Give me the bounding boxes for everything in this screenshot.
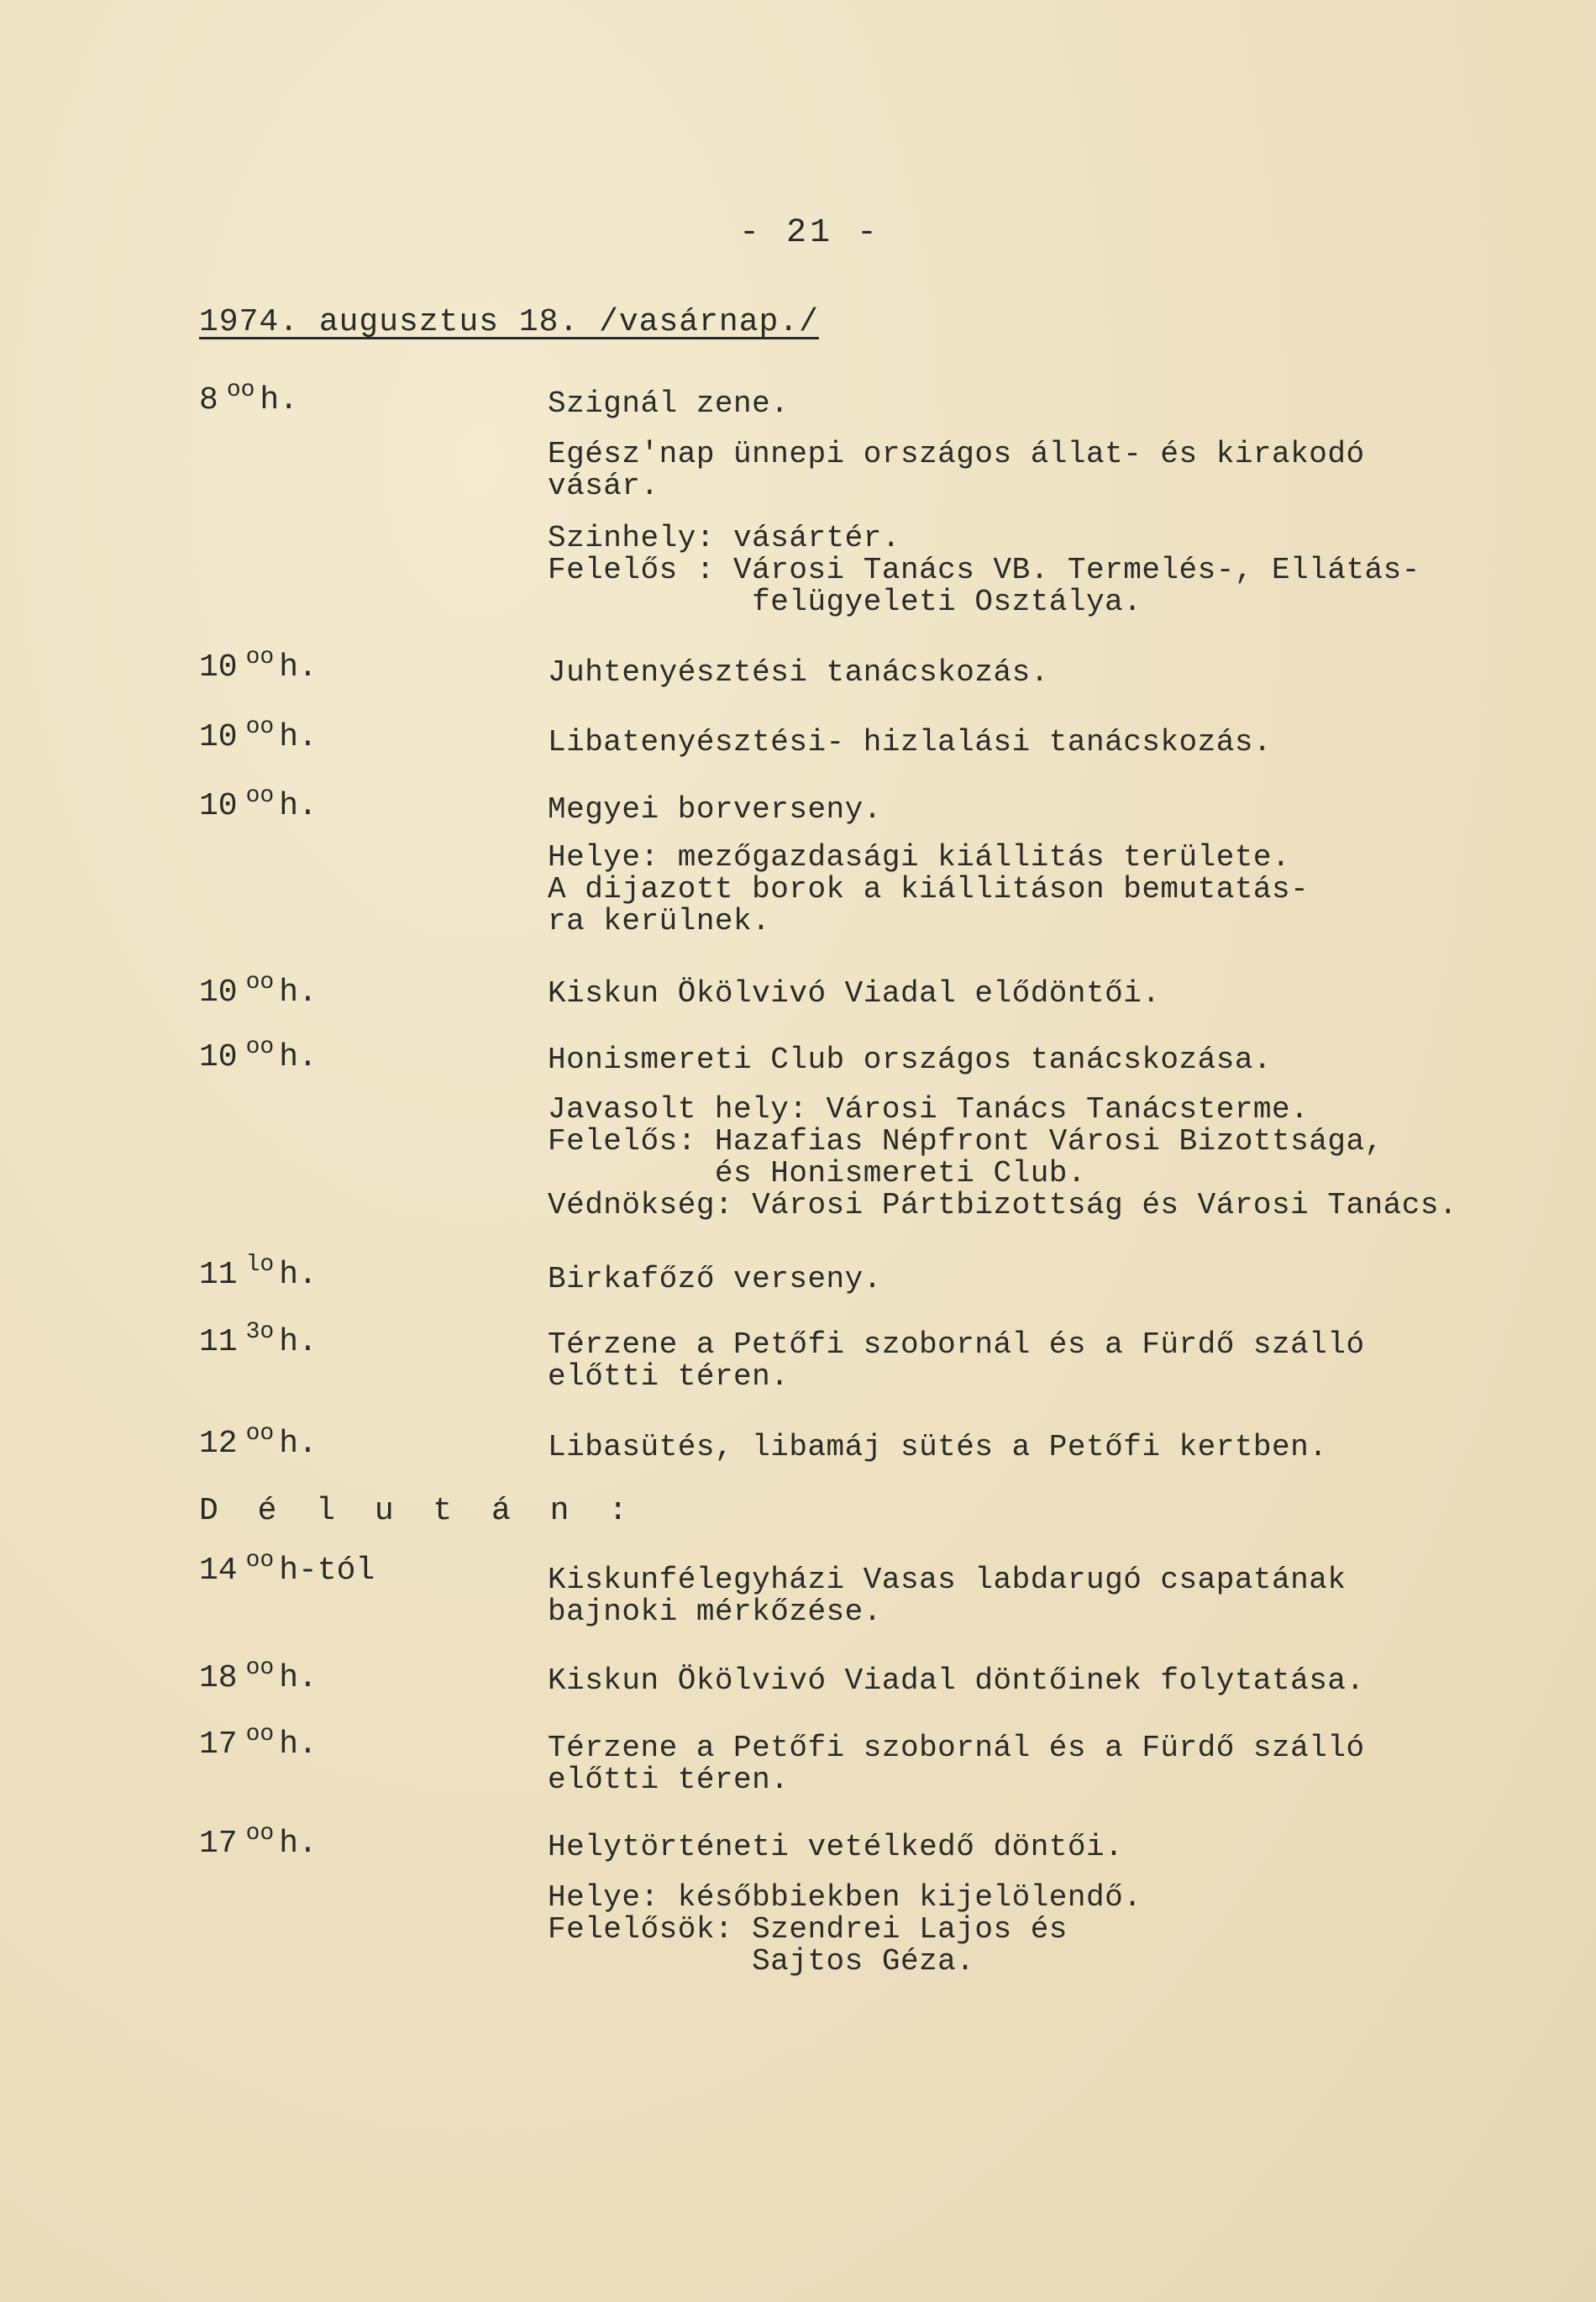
event-text: Birkafőző verseny.: [548, 1262, 882, 1296]
time-label: 11 $^{lo}$ h.: [199, 1252, 318, 1293]
event-text: Megyei borverseny.: [548, 792, 882, 827]
time-label: 10 $^{oo}$ h.: [199, 970, 318, 1011]
event-text: Szinhely: vásártér. Felelős : Városi Tanács VB. Termelés-, Ellátás- felügyeleti Osztálya.: [548, 521, 1420, 619]
page-number: - 21 -: [739, 214, 881, 252]
event-text: Térzene a Petőfi szobornál és a Fürdő szálló előtti téren.: [548, 1327, 1365, 1394]
afternoon-label: D é l u t á n :: [199, 1493, 638, 1529]
event-text: Kiskunfélegyházi Vasas labdarugó csapatának bajnoki mérkőzése.: [548, 1563, 1347, 1629]
event-text: Helye: későbbiekben kijelölendő. Felelősök: Szendrei Lajos és Sajtos Géza.: [548, 1880, 1142, 1979]
event-text: Térzene a Petőfi szobornál és a Fürdő szálló előtti téren.: [548, 1731, 1365, 1797]
event-text: Honismereti Club országos tanácskozása.: [548, 1043, 1273, 1077]
time-label: 12 $^{oo}$ h.: [199, 1421, 318, 1462]
time-label: 10 $^{oo}$ h.: [199, 644, 318, 686]
time-label: 10 $^{oo}$ h.: [199, 1034, 318, 1075]
time-label: 10 $^{oo}$ h.: [199, 783, 318, 824]
event-text: Szignál zene.: [548, 386, 790, 421]
event-text: Kiskun Ökölvivó Viadal elődöntői.: [548, 976, 1161, 1011]
time-label: 18 $^{oo}$ h.: [199, 1655, 318, 1696]
event-text: Helytörténeti vetélkedő döntői.: [548, 1830, 1124, 1864]
event-text: Javasolt hely: Városi Tanács Tanácsterme. Felelős: Hazafias Népfront Városi Bizottsága, és Honismereti Club. Védnökség: Városi Pártbizottság és Városi Tanács.: [548, 1092, 1458, 1222]
date-heading: 1974. augusztus 18. /vasárnap./: [199, 304, 819, 340]
event-text: Juhtenyésztési tanácskozás.: [548, 655, 1049, 690]
time-label: 8 $^{oo}$ h.: [199, 377, 299, 418]
event-text: Egész'nap ünnepi országos állat- és kirakodó vásár.: [548, 437, 1365, 503]
event-text: Libasütés, libamáj sütés a Petőfi kertben.: [548, 1430, 1328, 1464]
time-label: 17 $^{oo}$ h.: [199, 1821, 318, 1862]
time-label: 14 $^{oo}$ h-tól: [199, 1548, 375, 1589]
event-text: Helye: mezőgazdasági kiállitás területe. A dijazott borok a kiállitáson bemutatás- ra kerülnek.: [548, 840, 1310, 938]
event-text: Libatenyésztési- hizlalási tanácskozás.: [548, 725, 1273, 759]
time-label: 10 $^{oo}$ h.: [199, 714, 318, 755]
event-text: Kiskun Ökölvivó Viadal döntőinek folytatása.: [548, 1663, 1365, 1698]
time-label: 11 $^{3o}$ h.: [199, 1319, 318, 1360]
time-label: 17 $^{oo}$ h.: [199, 1721, 318, 1763]
